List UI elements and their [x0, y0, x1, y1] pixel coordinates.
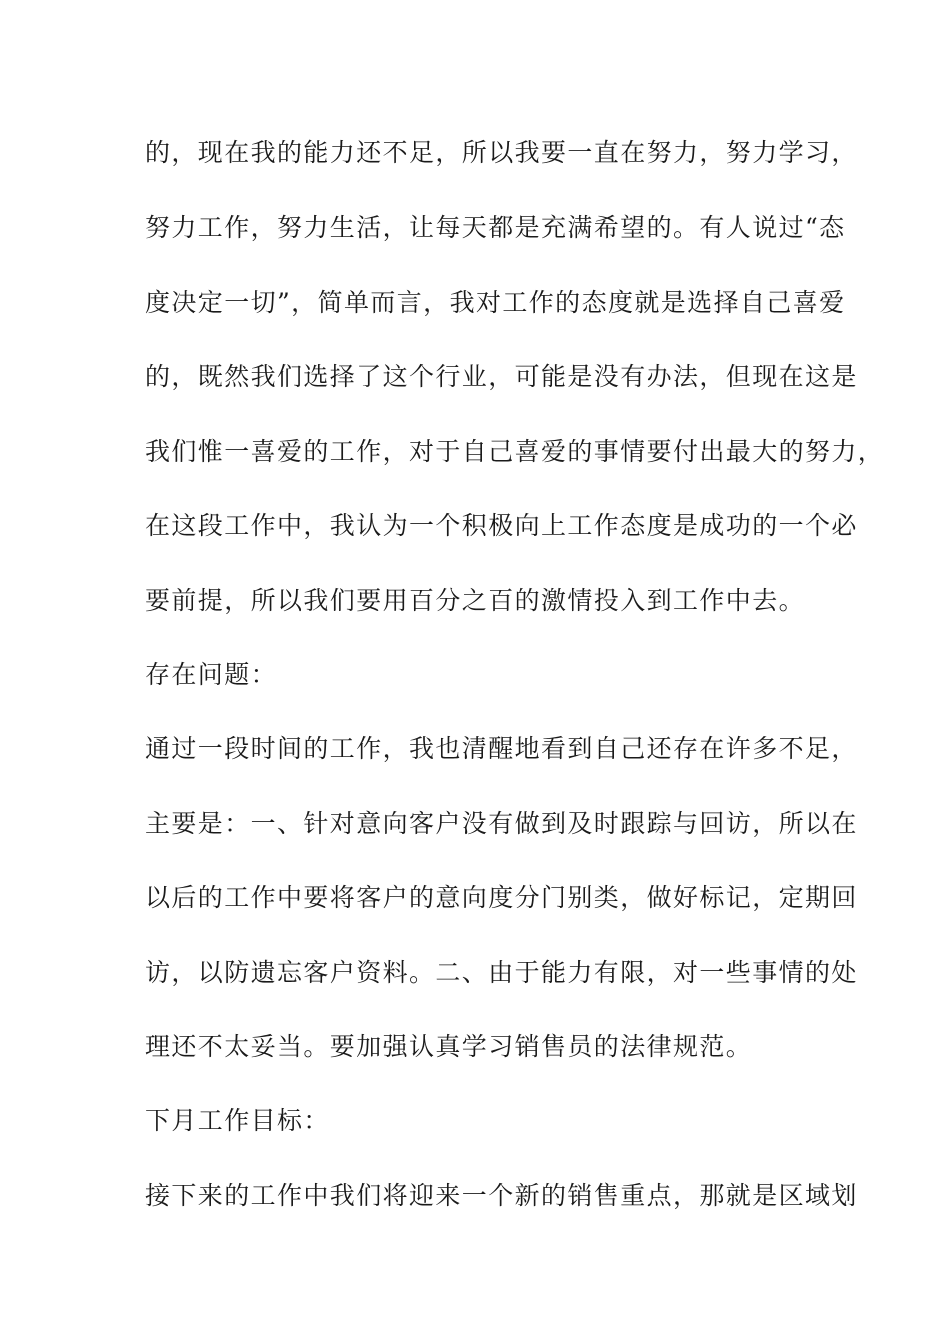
paragraph-line: 度决定一切”，简单而言，我对工作的态度就是选择自己喜爱 — [145, 288, 846, 317]
section-heading-next-month-goals: 下月工作目标： — [145, 1106, 330, 1135]
paragraph-line: 在这段工作中，我认为一个积极向上工作态度是成功的一个必 — [145, 511, 858, 540]
paragraph-line: 接下来的工作中我们将迎来一个新的销售重点，那就是区域划 — [145, 1181, 858, 1210]
paragraph-line: 理还不太妥当。要加强认真学习销售员的法律规范。 — [145, 1032, 753, 1061]
paragraph-line: 我们惟一喜爱的工作，对于自己喜爱的事情要付出最大的努力， — [145, 437, 885, 466]
paragraph-line: 的，现在我的能力还不足，所以我要一直在努力，努力学习， — [145, 138, 858, 167]
paragraph-line: 努力工作，努力生活，让每天都是充满希望的。有人说过“态 — [145, 213, 846, 242]
paragraph-line: 主要是：一、针对意向客户没有做到及时跟踪与回访，所以在 — [145, 809, 858, 838]
section-heading-issues: 存在问题： — [145, 660, 278, 689]
paragraph-line: 通过一段时间的工作，我也清醒地看到自己还存在许多不足， — [145, 734, 858, 763]
paragraph-line: 以后的工作中要将客户的意向度分门别类，做好标记，定期回 — [145, 883, 858, 912]
paragraph-line: 要前提，所以我们要用百分之百的激情投入到工作中去。 — [145, 586, 806, 615]
paragraph-line: 的，既然我们选择了这个行业，可能是没有办法，但现在这是 — [145, 362, 858, 391]
paragraph-line: 访，以防遗忘客户资料。二、由于能力有限，对一些事情的处 — [145, 958, 858, 987]
